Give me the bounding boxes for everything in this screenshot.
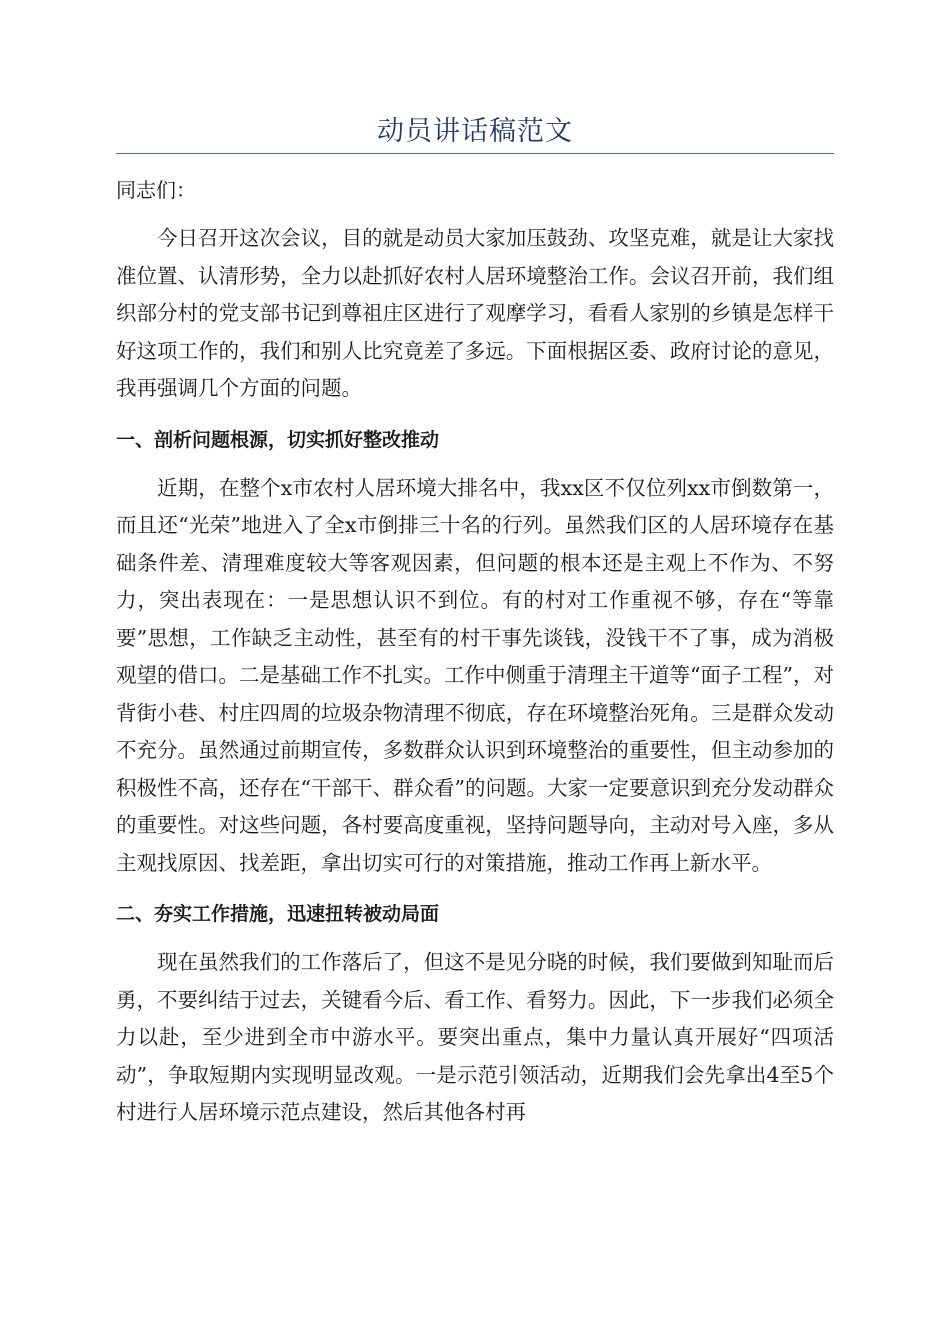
section-heading-2: 二、夯实工作措施，迅速扭转被动局面 [116,903,440,925]
salutation: 同志们： [116,178,196,202]
section-body-1: 近期，在整个x市农村人居环境大排名中，我xx区不仅位列xx市倒数第一，而且还“光荣”地进入了全x市倒排三十名的行列。虽然我们区的人居环境存在基础条件差、清理难度较大等客观因素，但问题的根本还是主观上不作为、不努力，突出表现在：一是思想认识不到位。有的村对工作重视不够，存在“等靠要”思想，工作缺乏主动性，甚至有的村干事先谈钱，没钱干不了事，成为消极观望的借口。二是基础工作不扎实。工作中侧重于清理主干道等“面子工程”，对背街小巷、村庄四周的垃圾杂物清理不彻底，存在环境整治死角。三是群众发动不充分。虽然通过前期宣传，多数群众认识到环境整治的重要性，但主动参加的积极性不高，还存在“干部干、群众看”的问题。大家一定要意识到充分发动群众的重要性。对这些问题，各村要高度重视，坚持问题导向，主动对号入座，多从主观找原因、找差距，拿出切实可行的对策措施，推动工作再上新水平。 [116,475,834,875]
document-title: 动员讲话稿范文 [377,116,573,147]
title-underline [116,153,834,154]
section-heading-1: 一、剖析问题根源，切实抓好整改推动 [116,428,440,451]
section-body-2: 现在虽然我们的工作落后了，但这不是见分晓的时候，我们要做到知耻而后勇，不要纠结于过去，关键看今后、看工作、看努力。因此，下一步我们必须全力以赴，至少进到全市中游水平。要突出重点，集中力量认真开展好“四项活动”，争取短期内实现明显改观。一是示范引领活动，近期我们会先拿出4至5个村进行人居环境示范点建设，然后其他各村再 [116,950,834,1124]
intro-paragraph: 今日召开这次会议，目的就是动员大家加压鼓劲、攻坚克难，就是让大家找准位置、认清形势，全力以赴抓好农村人居环境整治工作。会议召开前，我们组织部分村的党支部书记到尊祖庄区进行了观摩学习，看看人家别的乡镇是怎样干好这项工作的，我们和别人比究竟差了多远。下面根据区委、政府讨论的意见，我再强调几个方面的问题。 [116,226,834,400]
document-page [116,112,834,1132]
